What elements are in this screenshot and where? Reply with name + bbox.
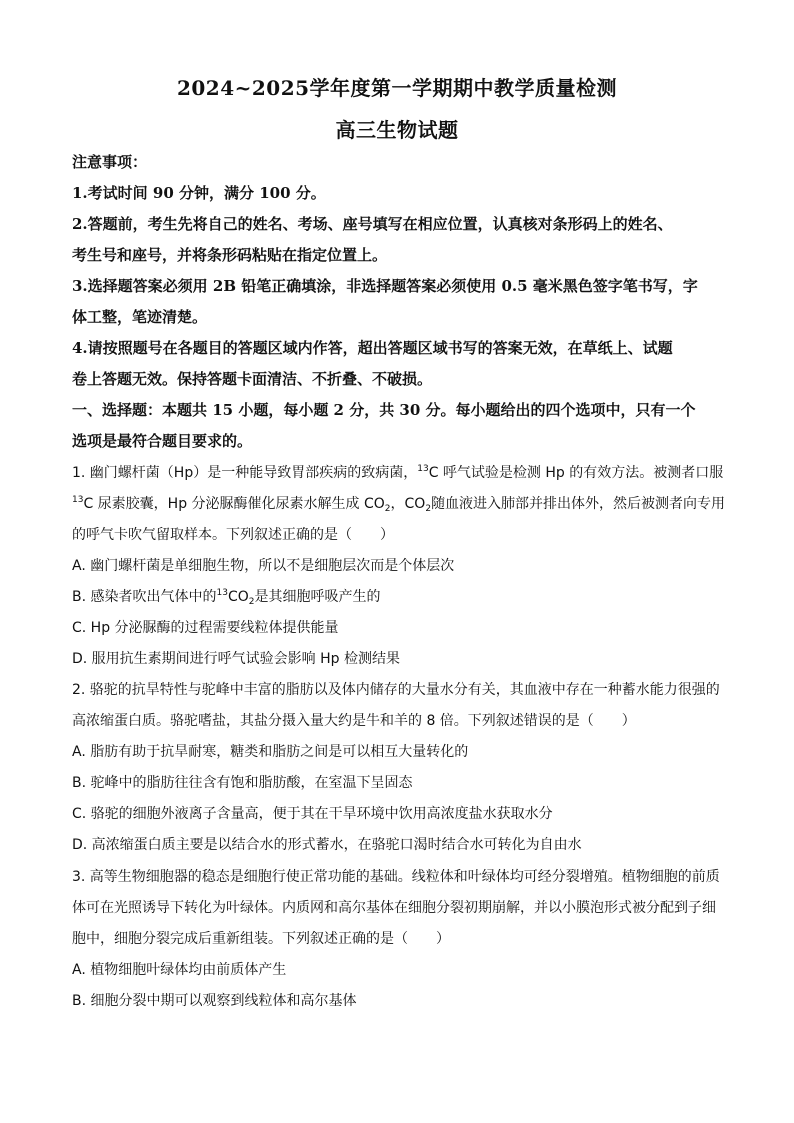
question-2-option-c: C. 骆驼的细胞外液离子含量高，便于其在干旱环境中饮用高浓度盐水获取水分 xyxy=(72,806,553,822)
question-2-option-a: A. 脂肪有助于抗旱耐寒，糖类和脂肪之间是可以相互大量转化的 xyxy=(72,744,469,760)
question-1-stem-line-2 xyxy=(72,493,726,515)
q1-text: C 呼气试验是检测 Hp 的有效方法。被测者口服 xyxy=(428,465,724,481)
question-3-option-b: B. 细胞分裂中期可以观察到线粒体和高尔基体 xyxy=(72,993,357,1009)
question-1-option-c: C. Hp 分泌脲酶的过程需要线粒体提供能量 xyxy=(72,620,339,636)
notice-item-4-line-2: 卷上答题无效。保持答题卡面清洁、不折叠、不破损。 xyxy=(72,370,433,388)
question-1-stem-line-1 xyxy=(72,462,722,484)
question-3-stem-line-3: 胞中，细胞分裂完成后重新组装。下列叙述正确的是（ ） xyxy=(72,931,450,947)
notice-item-2-line-1: 2.答题前，考生先将自己的姓名、考场、座号填写在相应位置，认真核对条形码上的姓名、 xyxy=(72,215,673,233)
exam-subtitle: 高三生物试题 xyxy=(335,118,459,142)
question-2-stem-line-1: 2. 骆驼的抗旱特性与驼峰中丰富的脂肪以及体内储存的大量水分有关，其血液中存在一种蓄水能力很强的 xyxy=(72,682,720,698)
section-heading-line-2: 选项是最符合题目要求的。 xyxy=(72,432,253,450)
question-2-option-d: D. 高浓缩蛋白质主要是以结合水的形式蓄水，在骆驼口渴时结合水可转化为自由水 xyxy=(72,837,582,853)
isotope-superscript: 13 xyxy=(216,588,228,598)
q1-text: 1. 幽门螺杆菌（Hp）是一种能导致胃部疾病的致病菌， xyxy=(72,465,418,481)
q1-option-b-text: 是其细胞呼吸产生的 xyxy=(254,589,381,605)
q1-option-b-text: CO xyxy=(227,589,249,605)
q1-text: C 尿素胶囊，Hp 分泌脲酶催化尿素水解生成 CO xyxy=(83,496,385,512)
notice-item-4-line-1: 4.请按照题号在各题目的答题区域内作答，超出答题区域书写的答案无效，在草纸上、试题 xyxy=(72,339,673,357)
question-1-option-d: D. 服用抗生素期间进行呼气试验会影响 Hp 检测结果 xyxy=(72,651,400,667)
question-2-option-b: B. 驼峰中的脂肪往往含有饱和脂肪酸，在室温下呈固态 xyxy=(72,775,413,791)
q1-text: 随血液进入肺部并排出体外，然后被测者向专用 xyxy=(431,496,726,512)
question-3-stem-line-1: 3. 高等生物细胞器的稳态是细胞行使正常功能的基础。线粒体和叶绿体均可经分裂增殖。植物细胞的前质 xyxy=(72,869,720,885)
exam-title: 2024~2025学年度第一学期期中教学质量检测 xyxy=(176,76,618,100)
question-2-stem-line-2: 高浓缩蛋白质。骆驼嗜盐，其盐分摄入量大约是牛和羊的 8 倍。下列叙述错误的是（ ） xyxy=(72,713,636,729)
notice-item-2-line-2: 考生号和座号，并将条形码粘贴在指定位置上。 xyxy=(72,246,388,264)
notice-item-1: 1.考试时间 90 分钟，满分 100 分。 xyxy=(72,184,326,202)
question-3-option-a: A. 植物细胞叶绿体均由前质体产生 xyxy=(72,962,287,978)
question-1-option-a: A. 幽门螺杆菌是单细胞生物，所以不是细胞层次而是个体层次 xyxy=(72,558,455,574)
notice-heading: 注意事项： xyxy=(72,153,148,171)
q1-text: ，CO xyxy=(390,496,426,512)
subscript: 2 xyxy=(248,597,255,607)
subscript: 2 xyxy=(384,504,391,514)
notice-item-3-line-2: 体工整，笔迹清楚。 xyxy=(72,308,208,326)
isotope-superscript: 13 xyxy=(417,464,429,474)
notice-item-3-line-1: 3.选择题答案必须用 2B 铅笔正确填涂，非选择题答案必须使用 0.5 毫米黑色签字笔书写，字 xyxy=(72,277,698,295)
subscript: 2 xyxy=(425,504,432,514)
isotope-superscript: 13 xyxy=(72,495,84,505)
question-1-option-b xyxy=(72,586,722,608)
q1-option-b-text: B. 感染者吹出气体中的 xyxy=(72,589,217,605)
question-3-stem-line-2: 体可在光照诱导下转化为叶绿体。内质网和高尔基体在细胞分裂初期崩解，并以小膜泡形式被分配到子细 xyxy=(72,900,716,916)
question-1-stem-line-3: 的呼气卡吹气留取样本。下列叙述正确的是（ ） xyxy=(72,527,394,543)
section-heading-line-1: 一、选择题：本题共 15 小题，每小题 2 分，共 30 分。每小题给出的四个选项中，只有一个 xyxy=(72,401,696,419)
